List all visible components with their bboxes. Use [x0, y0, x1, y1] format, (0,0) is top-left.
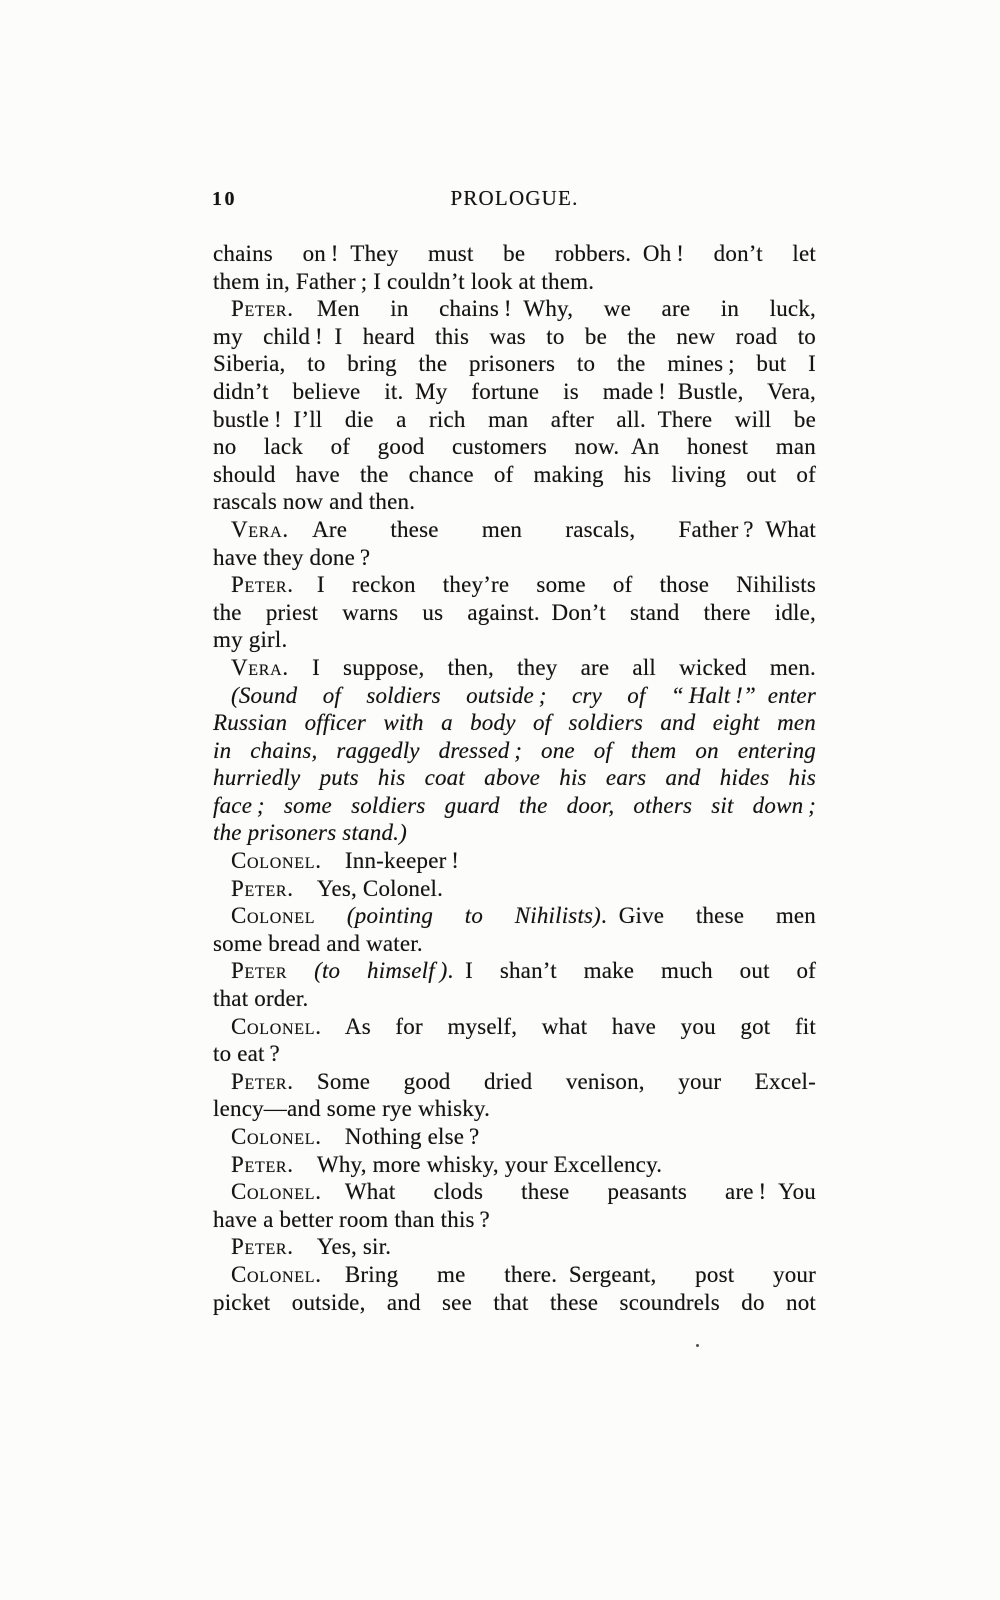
dialogue-text: As for myself, what have you got fit [321, 1013, 816, 1039]
text-line [213, 461, 816, 489]
dialogue-text: lency—and some rye whisky. [213, 1096, 491, 1122]
text-line [213, 240, 816, 268]
text-line [213, 268, 816, 296]
text-line [213, 1040, 816, 1068]
stage-direction: (Sound of soldiers outside ; cry of “ Halt !” enter [231, 682, 816, 708]
dialogue-text [315, 903, 347, 928]
text-line [213, 985, 816, 1013]
text-line [213, 682, 816, 710]
text-line [213, 764, 816, 792]
stage-direction: the prisoners stand.) [213, 820, 407, 846]
page-number: 10 [212, 188, 237, 210]
text-line [213, 1289, 816, 1317]
speaker-name: Colonel. [231, 1179, 322, 1205]
text-line [213, 1151, 816, 1179]
dialogue-text: Inn-keeper ! [321, 848, 460, 874]
text-line [213, 819, 816, 847]
dialogue-text: Yes, sir. [293, 1234, 392, 1260]
text-line [213, 1206, 816, 1234]
dialogue-text: Some good dried venison, your Excel- [293, 1068, 816, 1094]
text-line [213, 847, 816, 875]
dialogue-text: them in, Father ; I couldn’t look at them. [213, 268, 595, 294]
dialogue-text: . Give these men [601, 903, 817, 929]
text-line [213, 1178, 816, 1206]
speaker-name: Peter. [231, 1234, 294, 1260]
dialogue-text: picket outside, and see that these scoundrels do not [213, 1289, 816, 1315]
dialogue-text: should have the chance of making his living out of [213, 461, 816, 487]
dialogue-text: chains on ! They must be robbers. Oh ! don’t let [213, 241, 816, 266]
stage-direction: face ; some soldiers guard the door, others sit down ; [213, 792, 816, 818]
speaker-name: Colonel. [231, 1013, 322, 1039]
dialogue-text: some bread and water. [213, 930, 423, 956]
text-line [213, 792, 816, 820]
text-line [213, 737, 816, 765]
text-line [213, 654, 816, 682]
speaker-name: Vera. [231, 516, 289, 542]
text-line [213, 1233, 816, 1261]
speaker-name: Colonel. [231, 1261, 322, 1287]
dialogue-text: to eat ? [213, 1041, 280, 1067]
text-line [213, 406, 816, 434]
text-line [213, 1013, 816, 1041]
text-line [213, 295, 816, 323]
stage-direction: hurriedly puts his coat above his ears and hides his [213, 765, 816, 791]
speaker-name: Colonel. [231, 1124, 322, 1149]
dialogue-text: rascals now and then. [213, 489, 416, 515]
speaker-name: Peter. [231, 572, 294, 598]
dialogue-text: . I shan’t make much out of [447, 958, 817, 984]
speaker-name: Peter. [231, 296, 294, 322]
text-line [213, 1068, 816, 1096]
speaker-name: Peter [231, 958, 288, 984]
dialogue-text: didn’t believe it. My fortune is made ! Bustle, Vera, [213, 378, 816, 404]
speaker-name: Peter. [231, 1068, 294, 1094]
dialogue-text: Yes, Colonel. [293, 875, 444, 901]
dialogue-text: I reckon they’re some of those Nihilists [293, 572, 816, 598]
speaker-name: Colonel. [231, 848, 322, 874]
text-line [213, 350, 816, 378]
dialogue-text: have they done ? [213, 544, 371, 570]
text-line [213, 709, 816, 737]
ink-speck [696, 1344, 699, 1347]
text-line [213, 488, 816, 516]
dialogue-text: Are these men rascals, Father ? What [288, 516, 816, 542]
text-line [213, 378, 816, 406]
dialogue-text: Bring me there. Sergeant, post your [321, 1261, 816, 1287]
text-line [213, 902, 816, 930]
text-line [213, 930, 816, 958]
speaker-name: Vera. [231, 654, 289, 680]
page-text [213, 240, 816, 1316]
text-line [213, 1123, 816, 1151]
dialogue-text: that order. [213, 986, 309, 1012]
dialogue-text: the priest warns us against. Don’t stand there idle, [213, 599, 816, 625]
dialogue-text: Nothing else ? [321, 1124, 480, 1149]
dialogue-text: no lack of good customers now. An honest man [213, 434, 816, 460]
dialogue-text: What clods these peasants are ! You [321, 1179, 816, 1205]
running-header: PROLOGUE. [450, 186, 579, 210]
text-line [213, 323, 816, 351]
speaker-name: Peter. [231, 875, 294, 901]
dialogue-text: bustle ! I’ll die a rich man after all. There will be [213, 406, 816, 432]
dialogue-text: my girl. [213, 627, 288, 653]
text-line [213, 433, 816, 461]
speaker-name: Colonel [231, 903, 316, 929]
stage-direction: (to himself ) [314, 958, 448, 984]
dialogue-text: my child ! I heard this was to be the new road to [213, 323, 816, 349]
text-line [213, 571, 816, 599]
dialogue-text: Why, more whisky, your Excellency. [293, 1151, 663, 1177]
dialogue-text: I suppose, then, they are all wicked men. [288, 654, 816, 680]
stage-direction: Russian officer with a body of soldiers and eight men [213, 710, 816, 736]
text-line [213, 599, 816, 627]
stage-direction: (pointing to Nihilists) [346, 903, 602, 929]
text-line [213, 1261, 816, 1289]
dialogue-text: Men in chains ! Why, we are in luck, [293, 296, 816, 322]
text-line [213, 875, 816, 903]
text-line [213, 516, 816, 544]
dialogue-text: have a better room than this ? [213, 1206, 490, 1232]
speaker-name: Peter. [231, 1151, 294, 1177]
text-line [213, 957, 816, 985]
stage-direction: in chains, raggedly dressed ; one of them on entering [213, 737, 816, 763]
text-line [213, 626, 816, 654]
dialogue-text: Siberia, to bring the prisoners to the mines ; but I [213, 351, 816, 377]
text-line [213, 1095, 816, 1123]
text-line [213, 544, 816, 572]
dialogue-text [287, 958, 314, 983]
